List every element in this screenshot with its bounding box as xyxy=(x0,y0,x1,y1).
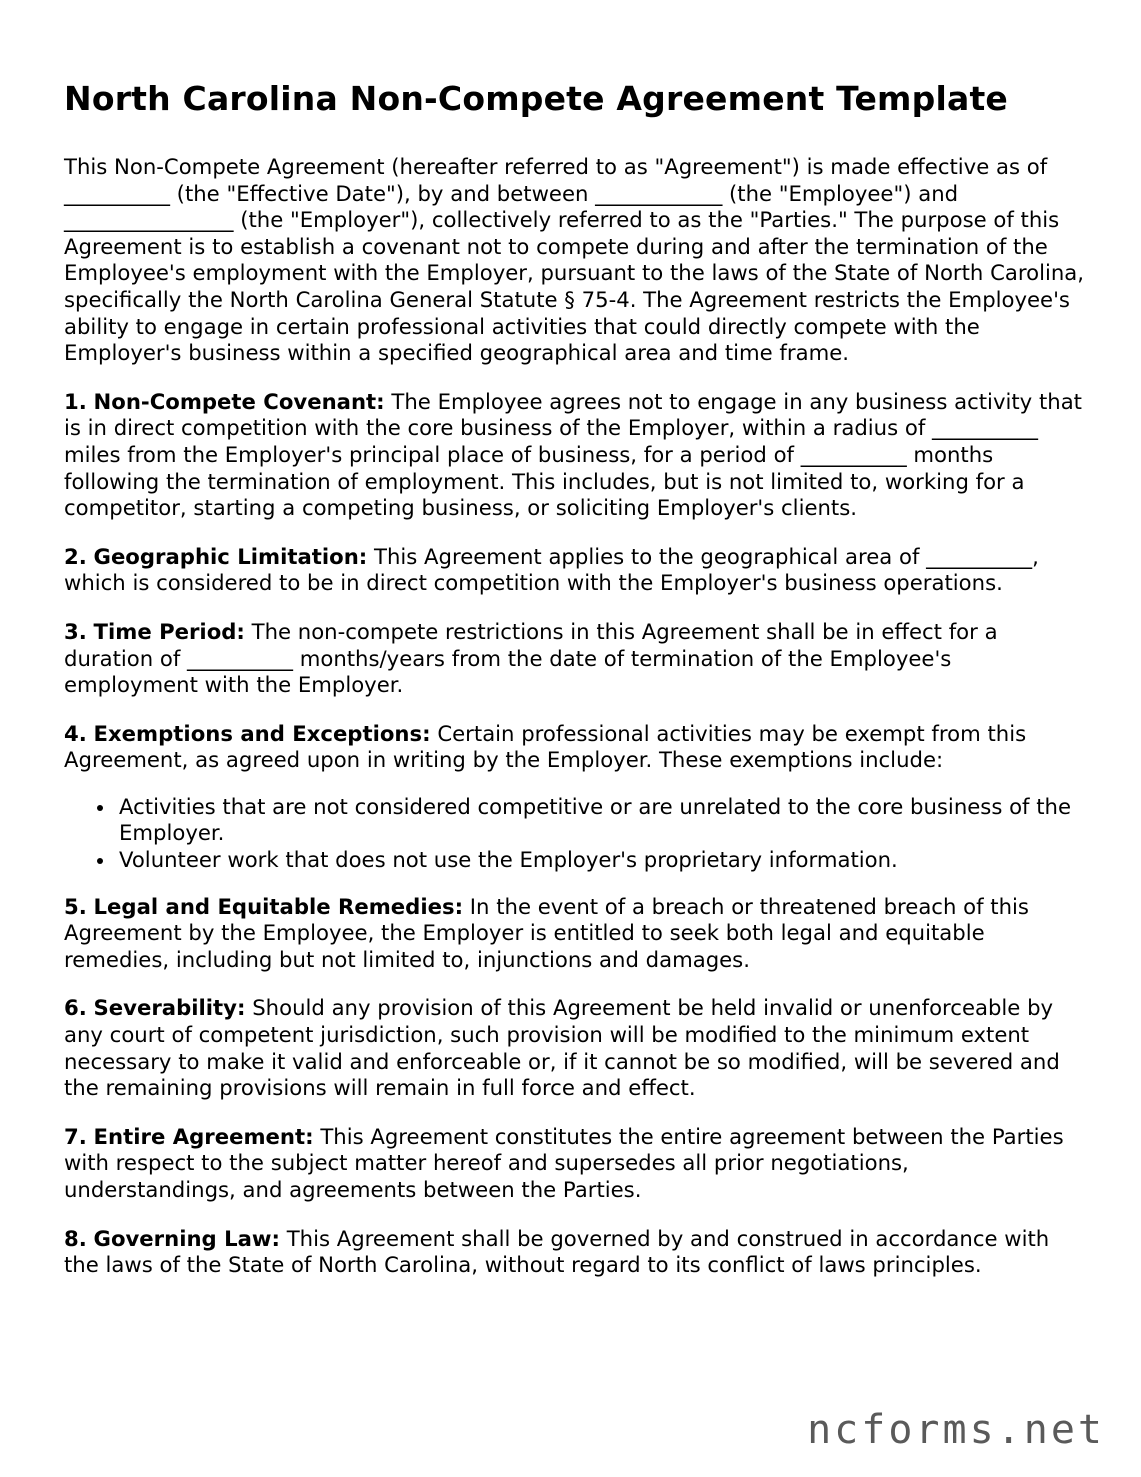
document-title: North Carolina Non-Compete Agreement Template xyxy=(64,79,1009,118)
section-3 xyxy=(64,619,1084,699)
section-number: 1. xyxy=(64,388,87,414)
list-item: Activities that are not considered competitive or are unrelated to the core business of the Employer. xyxy=(119,794,1084,847)
section-7 xyxy=(64,1124,1084,1204)
section-number: 8. xyxy=(64,1225,87,1251)
section-text: Should any provision of this Agreement be held invalid or unenforceable by any court of competent jurisdiction, such provision will be modified to the minimum extent necessary to make it valid and enforceable or, if it cannot be so modified, will be severed and the remaining provisions will remain in full force and effect. xyxy=(64,995,1060,1101)
section-text: This Agreement applies to the geographical area of __________, which is considered to be in direct competition with the Employer's business operations. xyxy=(64,543,1039,596)
section-text: This Agreement constitutes the entire agreement between the Parties with respect to the subject matter hereof and supersedes all prior negotiations, understandings, and agreements between the Parties. xyxy=(64,1123,1064,1202)
section-heading: Governing Law: xyxy=(93,1225,280,1251)
section-heading: Severability: xyxy=(93,995,246,1021)
section-6 xyxy=(64,995,1084,1101)
section-heading: Non-Compete Covenant: xyxy=(93,388,385,414)
section-heading: Entire Agreement: xyxy=(93,1123,314,1149)
document-page xyxy=(64,78,1084,1301)
site-watermark: ncforms.net xyxy=(807,1407,1105,1453)
section-number: 5. xyxy=(64,893,87,919)
section-heading: Geographic Limitation: xyxy=(93,543,368,569)
section-heading: Legal and Equitable Remedies: xyxy=(93,893,464,919)
exemptions-list xyxy=(64,794,1084,874)
section-2 xyxy=(64,544,1084,597)
section-heading: Exemptions and Exceptions: xyxy=(93,720,431,746)
section-number: 4. xyxy=(64,720,87,746)
section-text: This Agreement shall be governed by and construed in accordance with the laws of the State of North Carolina, without regard to its conflict of laws principles. xyxy=(64,1225,1050,1278)
section-8 xyxy=(64,1226,1084,1279)
section-text: The non-compete restrictions in this Agreement shall be in effect for a duration of __________ months/years from the date of termination of the Employee's employment with the Employer. xyxy=(64,618,998,698)
section-number: 3. xyxy=(64,618,87,644)
section-5 xyxy=(64,894,1084,974)
section-4 xyxy=(64,721,1084,774)
section-text: The Employee agrees not to engage in any business activity that is in direct competition with the core business of the Employer, within a radius of __________ miles from the Employer's principal place of business, for a period of __________ months following the termination of employment. This includes, but is not limited to, working for a competitor, starting a competing business, or soliciting Employer's clients. xyxy=(64,388,1082,521)
section-text: Certain professional activities may be exempt from this Agreement, as agreed upon in writing by the Employer. These exemptions include: xyxy=(64,720,1027,773)
section-heading: Time Period: xyxy=(93,618,245,644)
section-text: In the event of a breach or threatened breach of this Agreement by the Employee, the Employer is entitled to seek both legal and equitable remedies, including but not limited to, injunctions and damages. xyxy=(64,893,1029,972)
list-item: Volunteer work that does not use the Employer's proprietary information. xyxy=(119,847,1084,874)
section-number: 7. xyxy=(64,1123,87,1149)
intro-paragraph: This Non-Compete Agreement (hereafter referred to as "Agreement") is made effective as of __________ (the "Effective Date"), by and between ____________ (the "Employee") and ________________ (the "Employer"), collectively referred to as the "Parties." The purpose of this Agreement is to establish a covenant not to compete during and after the termination of the Employee's employment with the Employer, pursuant to the laws of the State of North Carolina, specifically the North Carolina General Statute § 75-4. The Agreement restricts the Employee's ability to engage in certain professional activities that could directly compete with the Employer's business within a specified geographical area and time frame. xyxy=(64,154,1084,366)
section-number: 6. xyxy=(64,995,87,1021)
section-number: 2. xyxy=(64,543,87,569)
section-1 xyxy=(64,389,1084,522)
